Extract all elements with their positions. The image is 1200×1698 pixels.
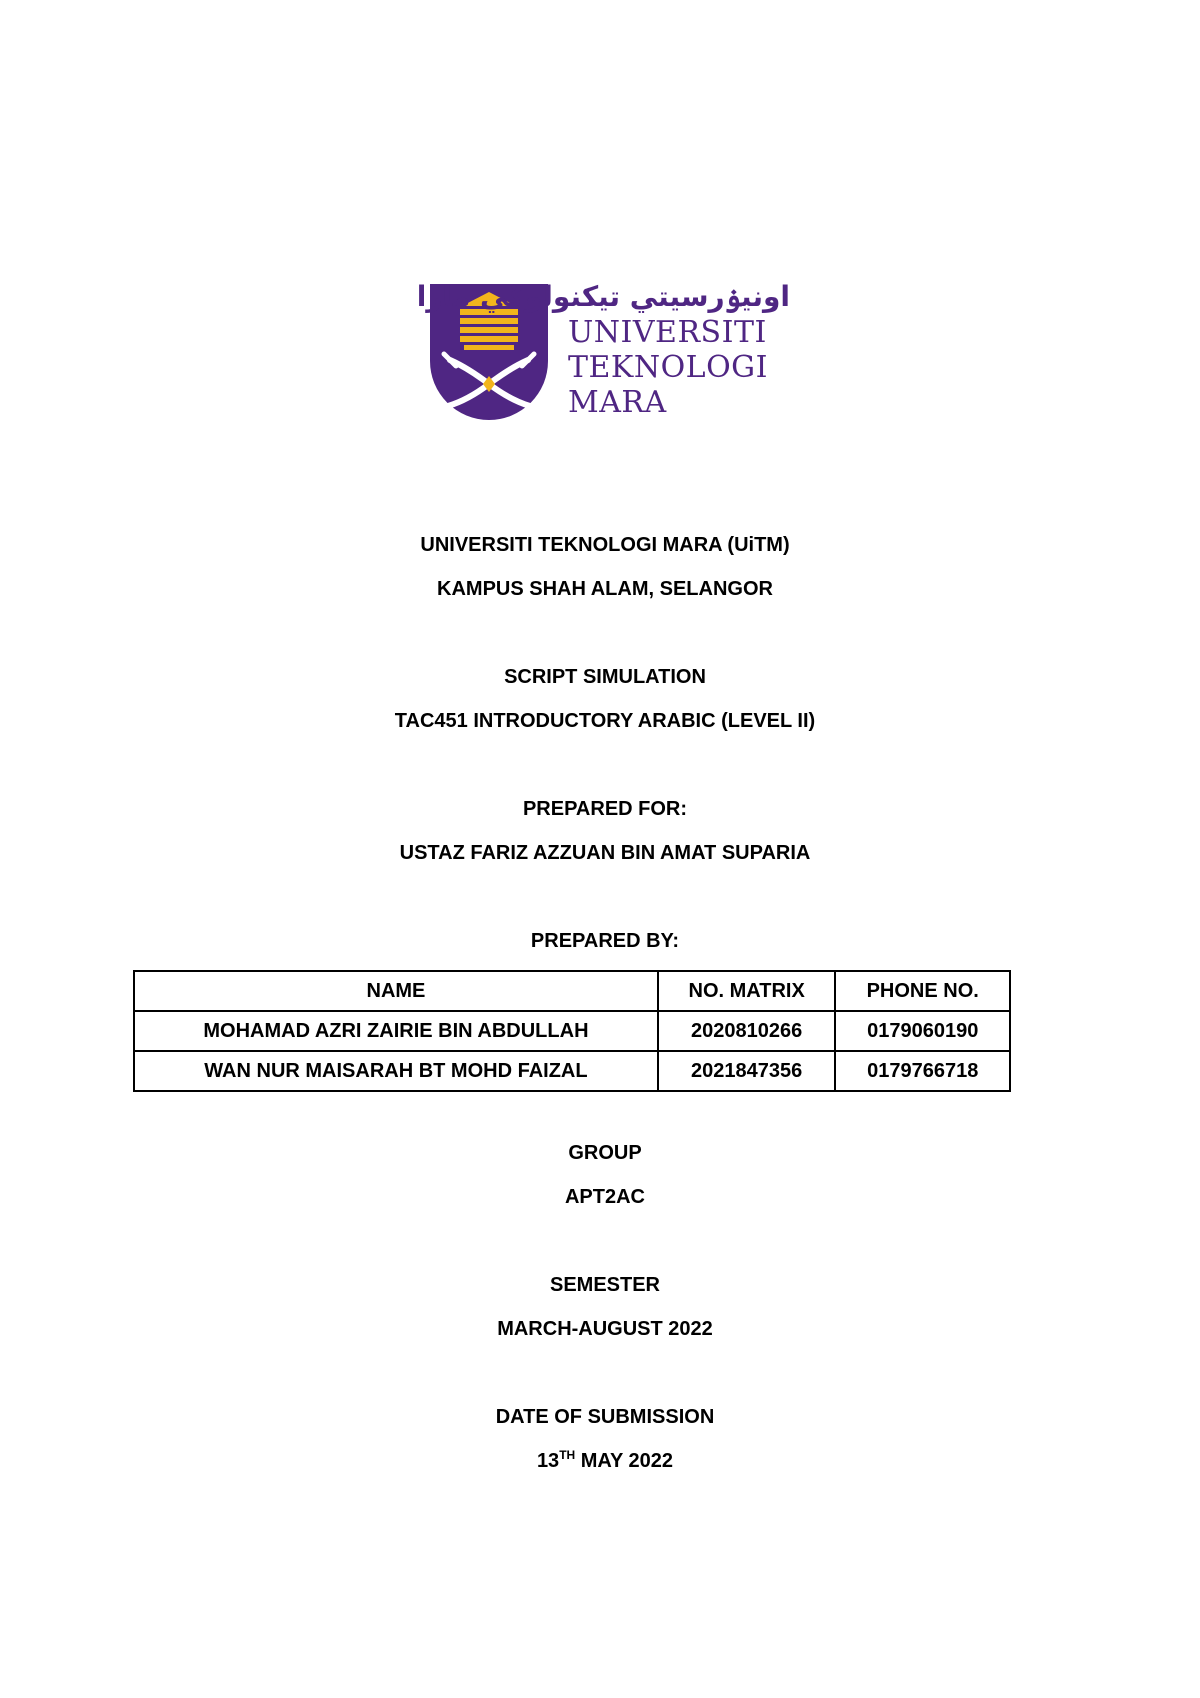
submission-month-year: MAY 2022	[575, 1450, 674, 1472]
submission-label: DATE OF SUBMISSION	[495, 1406, 715, 1428]
prepared-by-label: PREPARED BY:	[530, 930, 680, 952]
uitm-logo	[416, 280, 790, 420]
prepared-for-label: PREPARED FOR:	[522, 798, 688, 820]
semester-value: MARCH-AUGUST 2022	[497, 1318, 713, 1340]
logo-wordmark-line-3: MARA	[568, 385, 667, 420]
member-name: MOHAMAD AZRI ZAIRIE BIN ABDULLAH	[134, 1011, 658, 1051]
table-row	[134, 1011, 1010, 1051]
members-table	[133, 970, 1011, 1092]
logo-jawi-text: اونيۏرسيتي تيكنولوݢي مارا	[416, 280, 790, 313]
table-row	[134, 1051, 1010, 1091]
column-header-name: NAME	[134, 971, 658, 1011]
member-name: WAN NUR MAISARAH BT MOHD FAIZAL	[134, 1051, 658, 1091]
member-phone: 0179060190	[835, 1011, 1010, 1051]
semester-label: SEMESTER	[549, 1274, 661, 1296]
column-header-matrix: NO. MATRIX	[658, 971, 836, 1011]
uitm-wordmark	[416, 280, 790, 420]
logo-wordmark-line-1: UNIVERSITI	[568, 315, 767, 350]
member-phone: 0179766718	[835, 1051, 1010, 1091]
member-matrix: 2021847356	[658, 1051, 836, 1091]
logo-wordmark-line-2: TEKNOLOGI	[568, 350, 768, 385]
group-label: GROUP	[568, 1142, 642, 1164]
table-header-row	[134, 971, 1010, 1011]
lecturer-name: USTAZ FARIZ AZZUAN BIN AMAT SUPARIA	[399, 842, 811, 864]
member-matrix: 2020810266	[658, 1011, 836, 1051]
submission-day: 13	[536, 1450, 560, 1472]
campus-name: KAMPUS SHAH ALAM, SELANGOR	[437, 578, 773, 600]
institution-name: UNIVERSITI TEKNOLOGI MARA (UiTM)	[420, 534, 790, 556]
course-title: TAC451 INTRODUCTORY ARABIC (LEVEL II)	[394, 710, 816, 732]
submission-day-suffix: TH	[559, 1448, 576, 1462]
group-value: APT2AC	[564, 1186, 645, 1208]
submission-date	[0, 1449, 1200, 1473]
column-header-phone: PHONE NO.	[835, 971, 1010, 1011]
assignment-type: SCRIPT SIMULATION	[504, 666, 706, 688]
